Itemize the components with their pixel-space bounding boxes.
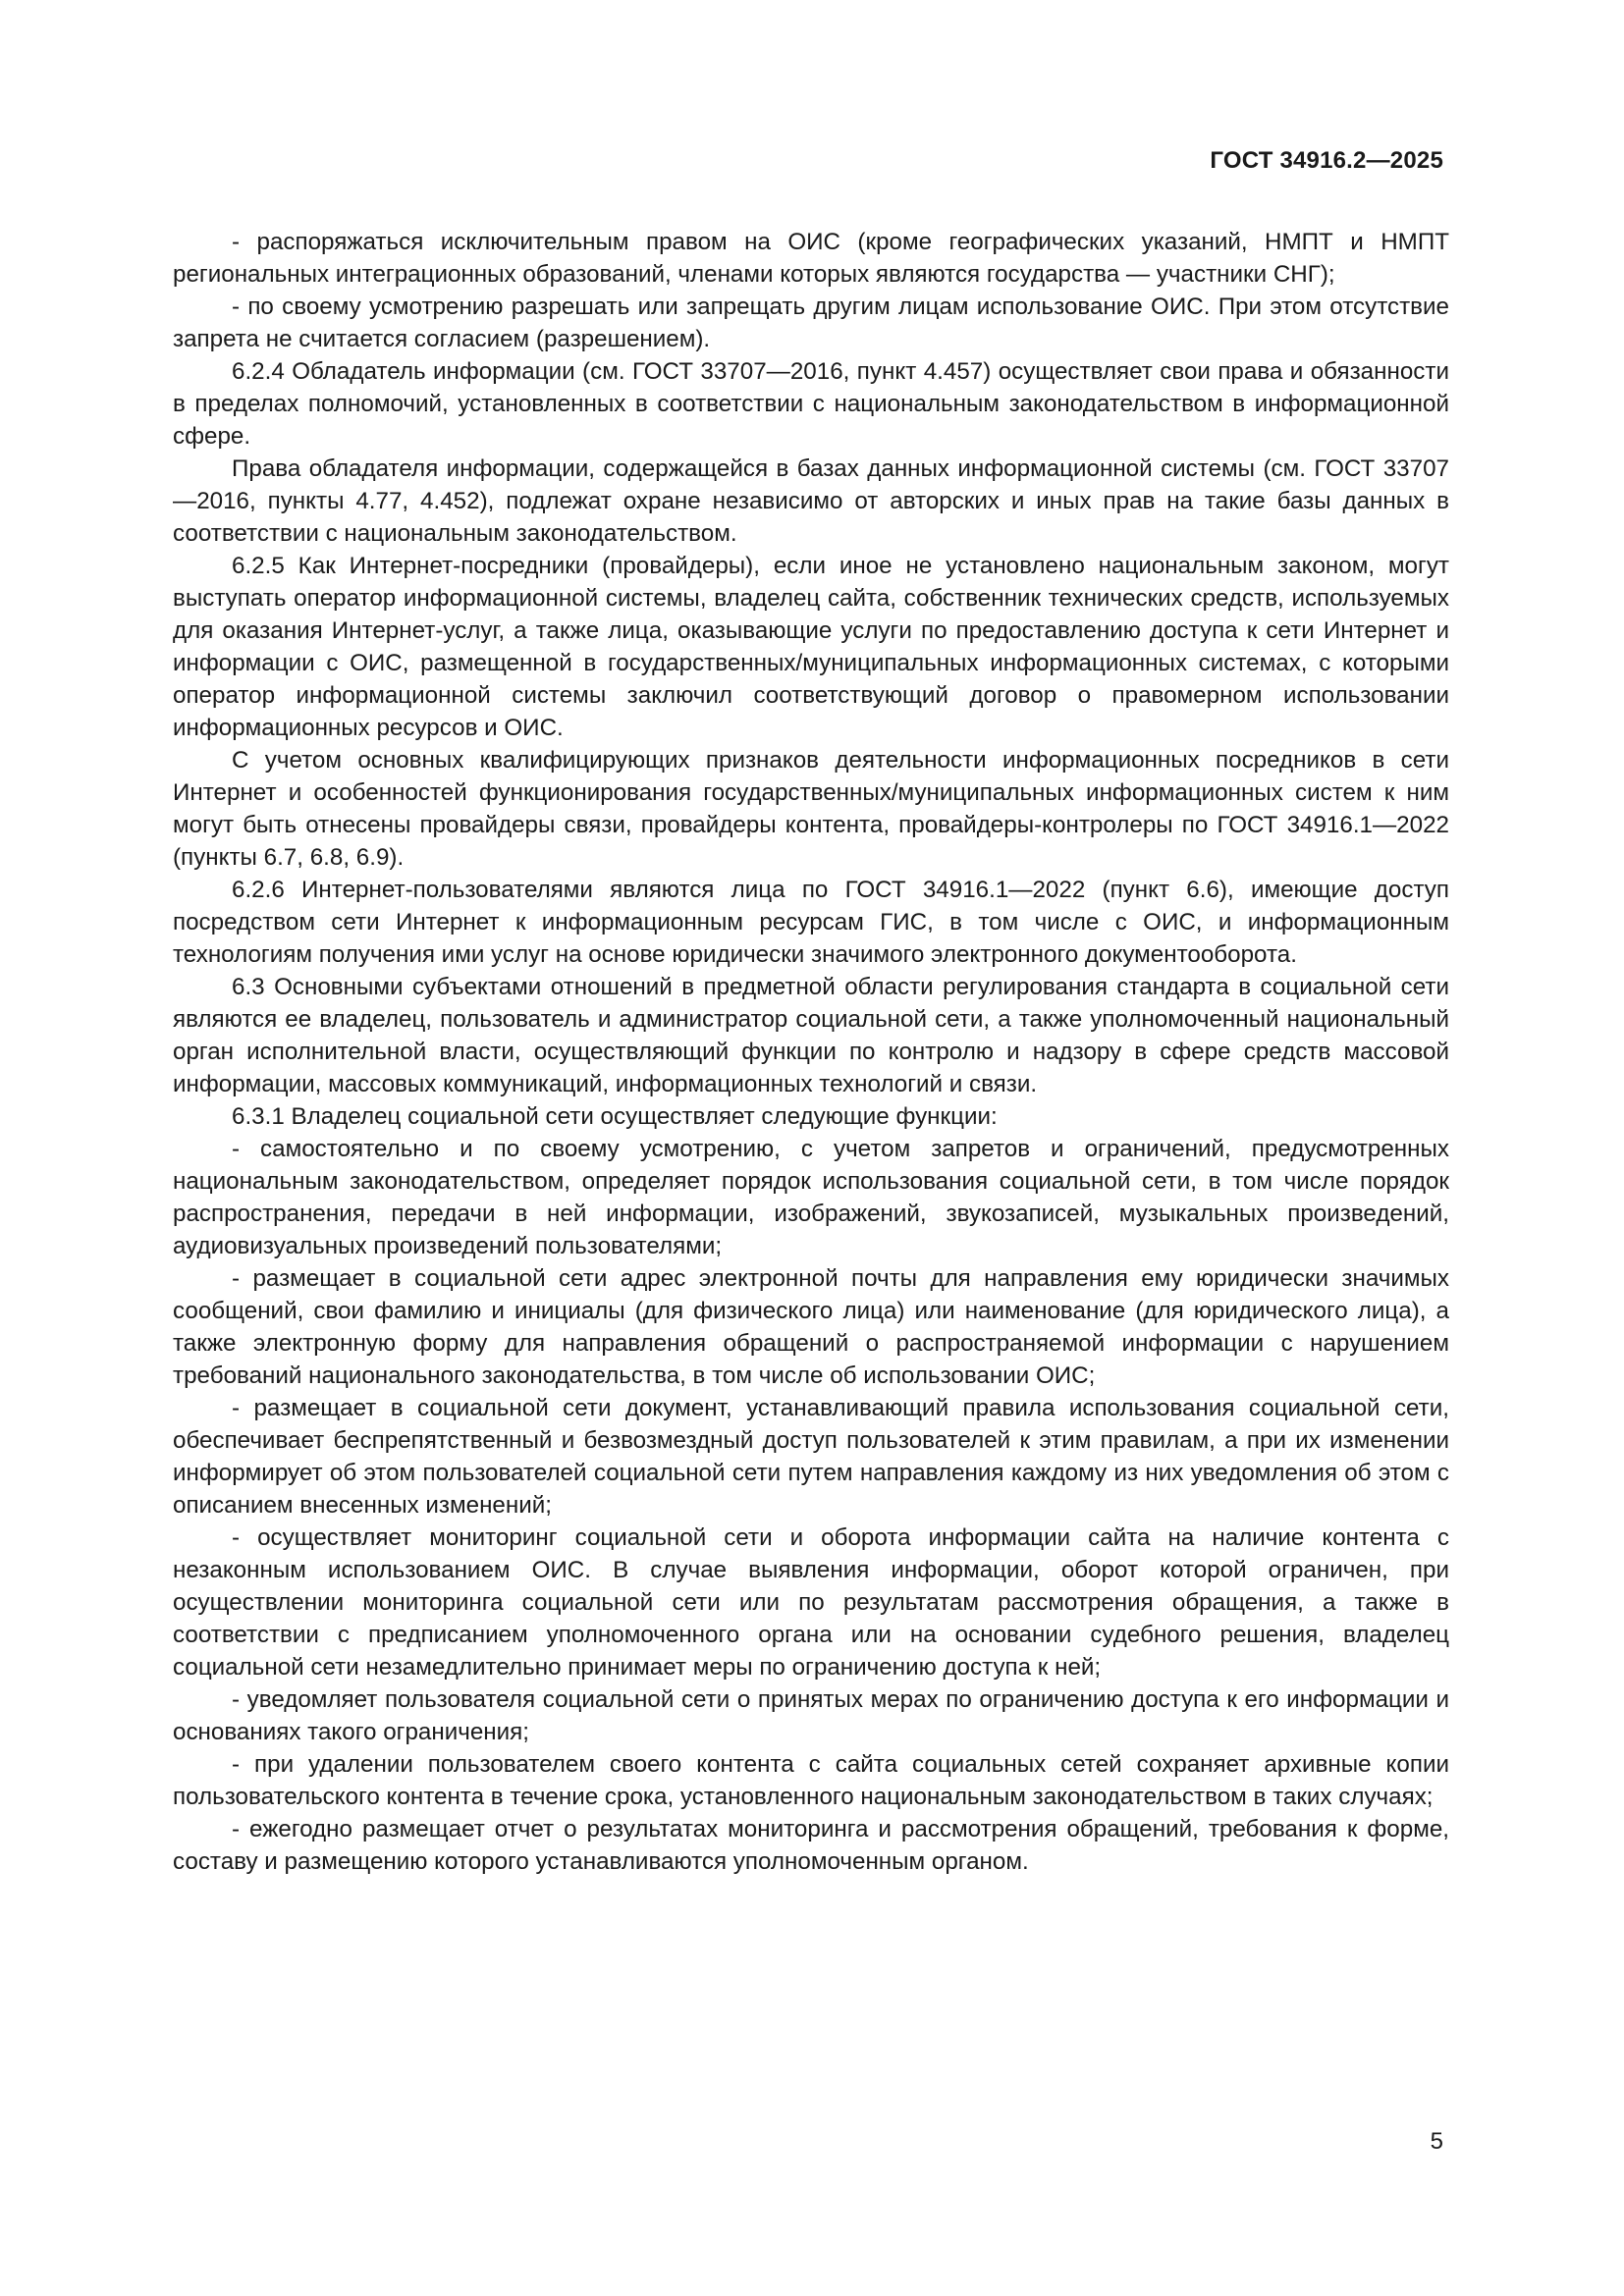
paragraph: 6.2.5 Как Интернет-посредники (провайдеры), если иное не установлено национальным законом, могут выступать оператор информационной системы, владелец сайта, собственник технических средств, используемых для оказания Интернет-услуг, а также лица, оказывающие услуги по предоставлению доступа к сети Интернет и информации с ОИС, размещенной в государственных/муниципальных информационных системах, с которыми оператор информационной системы заключил соответствующий договор о правомерном использовании информационных ресурсов и ОИС. xyxy=(173,553,1449,741)
paragraph: Права обладателя информации, содержащейся в базах данных информационной системы (см. ГОСТ 33707—2016, пункты 4.77, 4.452), подлежат охране независимо от авторских и иных прав на такие базы данных в соответствии с национальным законодательством. xyxy=(173,455,1449,547)
list-item: - размещает в социальной сети документ, устанавливающий правила использования социальной сети, обеспечивает беспрепятственный и безвозмездный доступ пользователей к этим правилам, а при их изменении информирует об этом пользователей социальной сети путем направления каждому из них уведомления об этом с описанием внесенных изменений; xyxy=(173,1395,1449,1519)
paragraph: - по своему усмотрению разрешать или запрещать другим лицам использование ОИС. При этом отсутствие запрета не считается согласием (разрешением). xyxy=(173,294,1449,352)
list-item: - при удалении пользователем своего контента с сайта социальных сетей сохраняет архивные копии пользовательского контента в течение срока, установленного национальным законодательством в таких случаях; xyxy=(173,1751,1449,1810)
paragraph: 6.3 Основными субъектами отношений в предметной области регулирования стандарта в социальной сети являются ее владелец, пользователь и администратор социальной сети, а также уполномоченный национальный орган исполнительной власти, осуществляющий функции по контролю и надзору в сфере средств массовой информации, массовых коммуникаций, информационных технологий и связи. xyxy=(173,974,1449,1097)
paragraph: 6.2.4 Обладатель информации (см. ГОСТ 33707—2016, пункт 4.457) осуществляет свои права и обязанности в пределах полномочий, установленных в соответствии с национальным законодательством в информационной сфере. xyxy=(173,358,1449,450)
paragraph: 6.3.1 Владелец социальной сети осуществляет следующие функции: xyxy=(232,1103,998,1130)
document-body xyxy=(173,226,1449,1878)
list-item: - ежегодно размещает отчет о результатах мониторинга и рассмотрения обращений, требования к форме, составу и размещению которого устанавливаются уполномоченным органом. xyxy=(173,1816,1449,1875)
document-header-code: ГОСТ 34916.2—2025 xyxy=(1210,147,1443,174)
paragraph: С учетом основных квалифицирующих признаков деятельности информационных посредников в сети Интернет и особенностей функционирования государственных/муниципальных информационных систем к ним могут быть отнесены провайдеры связи, провайдеры контента, провайдеры-контролеры по ГОСТ 34916.1—2022 (пункты 6.7, 6.8, 6.9). xyxy=(173,747,1449,871)
page-number: 5 xyxy=(1430,2128,1443,2155)
list-item: - осуществляет мониторинг социальной сети и оборота информации сайта на наличие контента с незаконным использованием ОИС. В случае выявления информации, оборот которой ограничен, при осуществлении мониторинга социальной сети или по результатам рассмотрения обращения, а также в соответствии с предписанием уполномоченного органа или на основании судебного решения, владелец социальной сети незамедлительно принимает меры по ограничению доступа к ней; xyxy=(173,1524,1449,1681)
list-item: - уведомляет пользователя социальной сети о принятых мерах по ограничению доступа к его информации и основаниях такого ограничения; xyxy=(173,1686,1449,1745)
list-item: - самостоятельно и по своему усмотрению, с учетом запретов и ограничений, предусмотренных национальным законодательством, определяет порядок использования социальной сети, в том числе порядок распространения, передачи в ней информации, изображений, звукозаписей, музыкальных произведений, аудиовизуальных произведений пользователями; xyxy=(173,1136,1449,1259)
paragraph: - распоряжаться исключительным правом на ОИС (кроме географических указаний, НМПТ и НМПТ региональных интеграционных образований, членами которых являются государства — участники СНГ); xyxy=(173,229,1449,288)
list-item: - размещает в социальной сети адрес электронной почты для направления ему юридически значимых сообщений, свои фамилию и инициалы (для физического лица) или наименование (для юридического лица), а также электронную форму для направления обращений о распространяемой информации с нарушением требований национального законодательства, в том числе об использовании ОИС; xyxy=(173,1265,1449,1389)
paragraph: 6.2.6 Интернет-пользователями являются лица по ГОСТ 34916.1—2022 (пункт 6.6), имеющие доступ посредством сети Интернет к информационным ресурсам ГИС, в том числе с ОИС, и информационным технологиям получения ими услуг на основе юридически значимого электронного документооборота. xyxy=(173,877,1449,968)
